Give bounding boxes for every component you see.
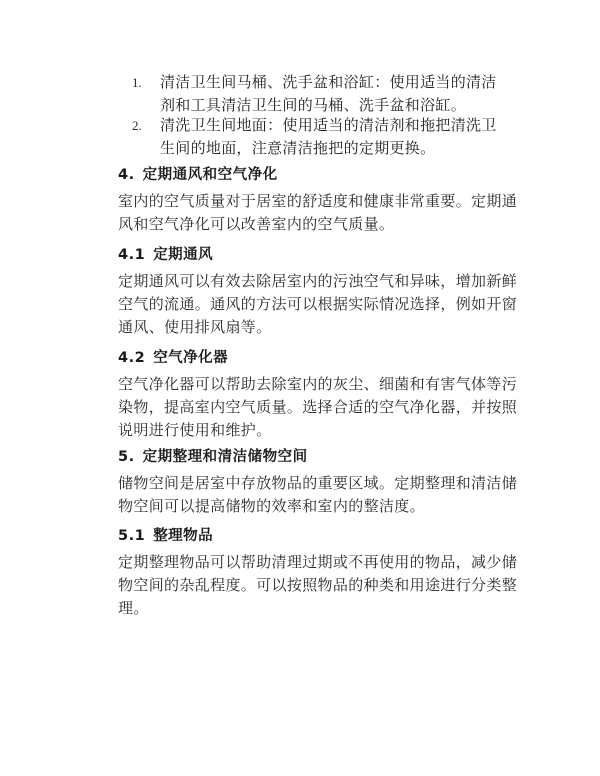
section-paragraph: 定期整理物品可以帮助清理过期或不再使用的物品，减少储物空间的杂乱程度。可以按照物品的种类和用途进行分类整理。 [118, 553, 518, 617]
section-heading [118, 243, 213, 264]
section-number: 4. [118, 167, 135, 183]
section-heading [118, 346, 228, 367]
section-number: 4.2 [118, 350, 146, 366]
section-heading [118, 445, 308, 466]
section-number: 5. [118, 449, 135, 465]
section-title: 空气净化器 [153, 350, 229, 366]
section-paragraph: 定期通风可以有效去除居室内的污浊空气和异味，增加新鲜空气的流通。通风的方法可以根据实际情况选择，例如开窗通风、使用排风扇等。 [118, 272, 518, 336]
section-title: 定期通风 [153, 247, 214, 263]
list-item-text: 清洗卫生间地面：使用适当的清洁剂和拖把清洗卫生间的地面，注意清洁拖把的定期更换。 [160, 116, 497, 157]
section-title: 定期通风和空气净化 [142, 167, 278, 183]
section-title: 定期整理和清洁储物空间 [142, 449, 308, 465]
section-title: 整理物品 [153, 528, 214, 544]
section-paragraph: 空气净化器可以帮助去除室内的灰尘、细菌和有害气体等污染物，提高室内空气质量。选择合适的空气净化器，并按照说明进行使用和维护。 [118, 375, 518, 439]
section-paragraph: 储物空间是居室中存放物品的重要区域。定期整理和清洁储物空间可以提高储物的效率和室内的整洁度。 [118, 474, 518, 515]
list-number: 2. [132, 118, 142, 133]
section-heading [118, 524, 213, 545]
section-number: 4.1 [118, 247, 146, 263]
section-heading [118, 163, 278, 184]
section-number: 5.1 [118, 528, 146, 544]
list-item-text: 清洁卫生间马桶、洗手盆和浴缸：使用适当的清洁剂和工具清洁卫生间的马桶、洗手盆和浴缸。 [160, 73, 497, 114]
list-number: 1. [132, 75, 142, 90]
section-paragraph: 室内的空气质量对于居室的舒适度和健康非常重要。定期通风和空气净化可以改善室内的空气质量。 [118, 192, 518, 233]
